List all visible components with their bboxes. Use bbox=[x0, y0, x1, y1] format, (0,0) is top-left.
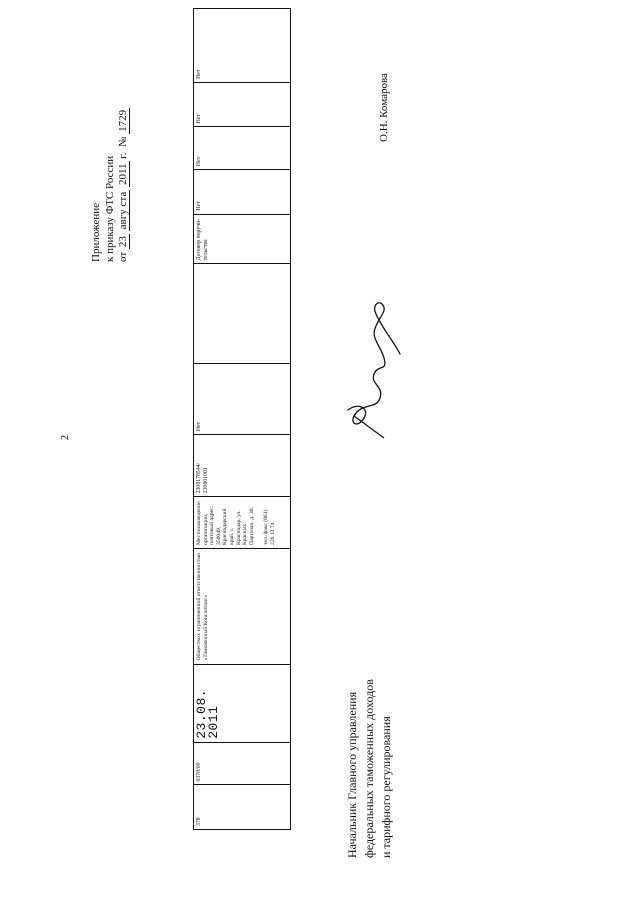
appendix-title: Приложение bbox=[90, 202, 102, 262]
order-date-line: от 23 авгу ста 2011 г. № 1729 bbox=[117, 109, 129, 262]
col-net-3: Нет bbox=[194, 126, 290, 169]
organization-phone: тел./факс (861) 226 13 74 bbox=[263, 509, 276, 545]
order-day: 23 bbox=[117, 236, 129, 248]
official-title: Начальник Главного управления федеральных таможенных доходов и тарифного регулирования bbox=[345, 679, 393, 858]
col-net-2: Нет bbox=[194, 169, 290, 214]
col-inn-kpp: 2308178544/ 230801001 bbox=[194, 434, 290, 496]
col-empty bbox=[194, 263, 290, 363]
col-net-4: Нет bbox=[194, 82, 290, 127]
handwritten-signature bbox=[340, 298, 404, 443]
page-number: 2 bbox=[60, 435, 71, 440]
col-reg-code: 0378/00 bbox=[194, 742, 290, 785]
col-contract: Договор поручи- тельства bbox=[194, 214, 290, 264]
col-net-5: Нет bbox=[196, 69, 202, 79]
registry-table bbox=[193, 8, 291, 830]
col-date bbox=[194, 664, 290, 742]
order-year: 2011 bbox=[117, 163, 129, 186]
col-org-name bbox=[194, 548, 290, 664]
organization-address: Местонахождение организации, почтовый адрес: 350049, Краснодарский край, г. Краснодар, ул. Красных Партизан, д. 30; bbox=[196, 501, 255, 545]
appendix-header bbox=[90, 108, 131, 262]
col-row-number: 378 bbox=[194, 785, 290, 830]
col-address bbox=[194, 496, 290, 548]
order-month: авгу ста bbox=[117, 191, 129, 230]
col-net-1: Нет bbox=[194, 363, 290, 434]
organization-name: Общество с ограниченной ответственностью «Таможенный Консалтинг» bbox=[196, 552, 209, 661]
signer-name: О.Н. Комарова bbox=[378, 73, 390, 142]
order-reference: к приказу ФТС России bbox=[103, 155, 116, 262]
issue-date: 23.08. 2011 bbox=[194, 688, 221, 739]
order-number: 1729 bbox=[117, 109, 129, 132]
